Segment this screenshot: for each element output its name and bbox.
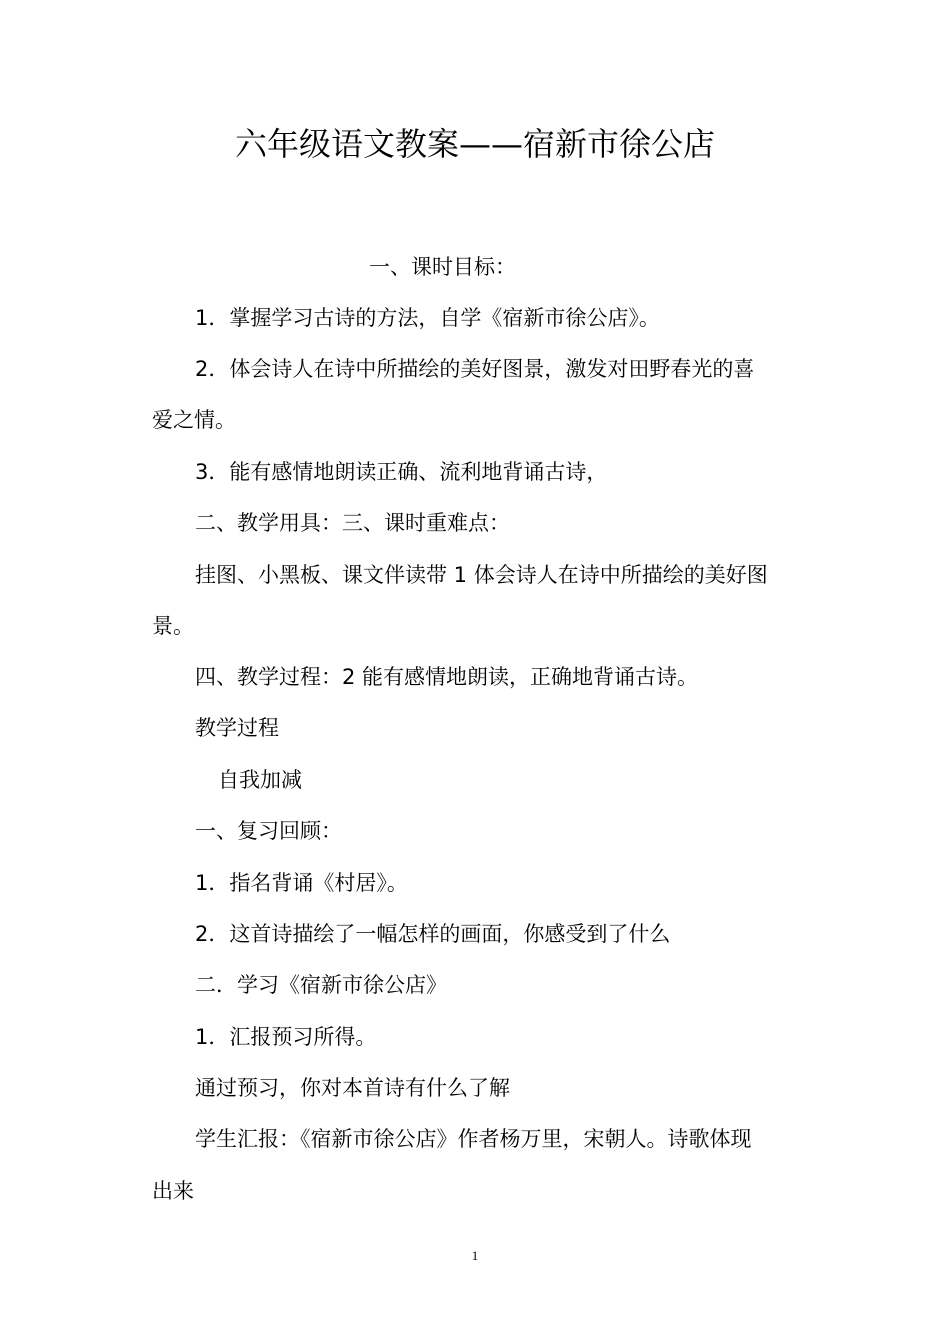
section-heading-study: 二．学习《宿新市徐公店》: [195, 973, 447, 997]
page-title: 六年级语文教案——宿新市徐公店: [234, 125, 715, 163]
section-heading-tools: 二、教学用具：三、课时重难点：: [195, 511, 510, 535]
paragraph-line: 2．这首诗描绘了一幅怎样的画面，你感受到了什么: [195, 922, 671, 946]
page-number: 1: [471, 1248, 479, 1263]
paragraph-line: 景。: [152, 614, 194, 638]
paragraph-line: 1．指名背诵《村居》。: [195, 871, 408, 895]
paragraph-line: 教学过程: [195, 716, 279, 740]
paragraph-line: 挂图、小黑板、课文伴读带 1 体会诗人在诗中所描绘的美好图: [195, 563, 768, 587]
section-heading-process: 四、教学过程：2 能有感情地朗读，正确地背诵古诗。: [195, 665, 699, 689]
paragraph-line: 3．能有感情地朗读正确、流利地背诵古诗，: [195, 460, 608, 484]
paragraph-line: 出来: [152, 1179, 194, 1203]
paragraph-line: 爱之情。: [152, 408, 236, 432]
section-heading-review: 一、复习回顾：: [195, 819, 342, 843]
paragraph-line: 1．掌握学习古诗的方法，自学《宿新市徐公店》。: [195, 306, 660, 330]
paragraph-line: 自我加减: [218, 768, 302, 792]
paragraph-line: 1．汇报预习所得。: [195, 1025, 377, 1049]
paragraph-line: 2．体会诗人在诗中所描绘的美好图景，激发对田野春光的喜: [195, 357, 755, 381]
section-heading-objectives: 一、课时目标：: [369, 255, 516, 279]
paragraph-line: 学生汇报：《宿新市徐公店》作者杨万里，宋朝人。诗歌体现: [195, 1127, 752, 1151]
paragraph-line: 通过预习，你对本首诗有什么了解: [195, 1076, 510, 1100]
